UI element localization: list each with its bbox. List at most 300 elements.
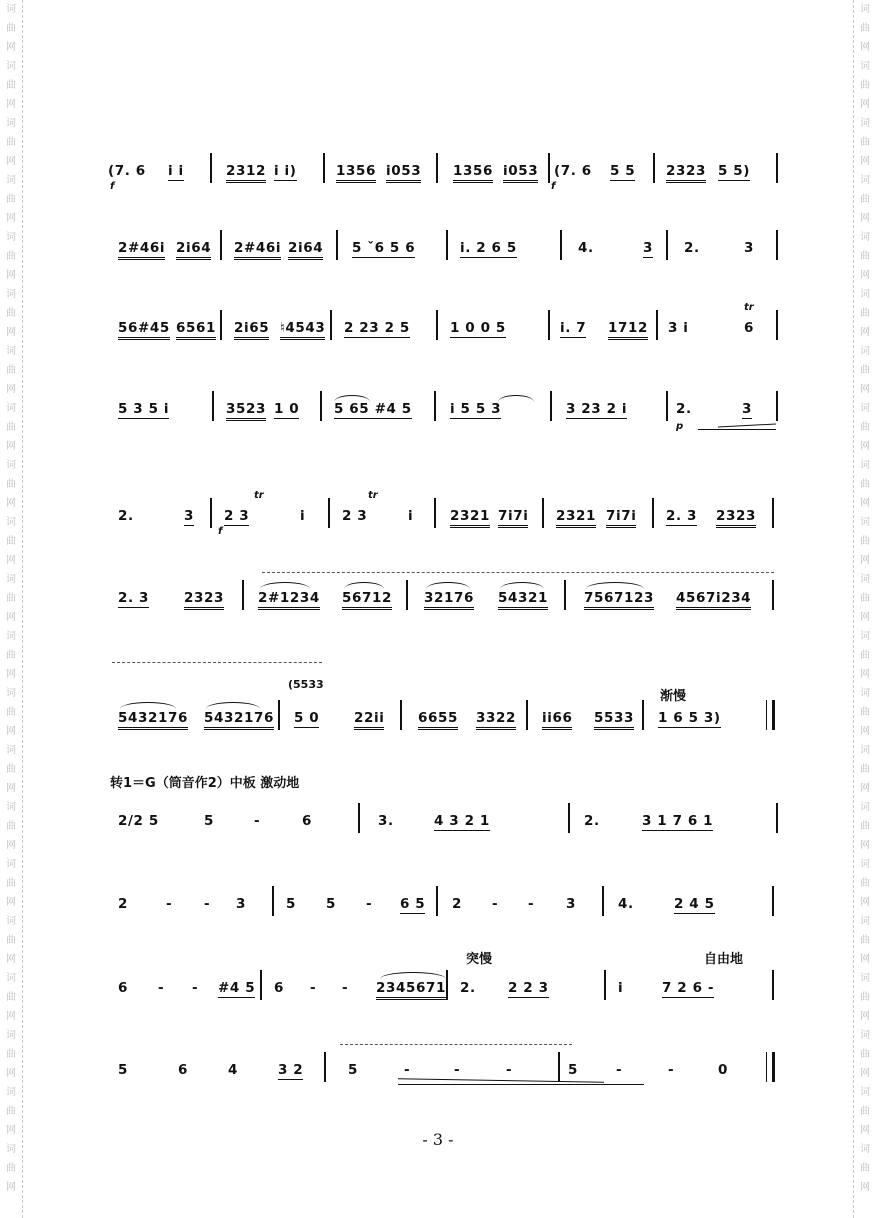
tempo-marking: 自由地: [704, 952, 744, 967]
note-group: 6: [178, 1062, 188, 1078]
bar-line: [642, 700, 644, 730]
bar-line: [242, 580, 244, 610]
watermark-char: 网: [6, 1125, 16, 1136]
note-group: 5 0: [294, 710, 320, 726]
slur: [206, 702, 260, 709]
note-group: 5 3 5 i: [118, 401, 170, 417]
watermark-char: 网: [860, 555, 870, 566]
watermark-char: 词: [860, 346, 870, 357]
bar-line: [666, 391, 668, 421]
bar-line: [436, 886, 438, 916]
note-group: 6: [744, 320, 754, 336]
note-group: 5: [118, 1062, 128, 1078]
bar-line: [772, 580, 774, 610]
note-group: 2.: [460, 980, 476, 996]
watermark-char: 词: [860, 61, 870, 72]
watermark-char: 词: [6, 802, 16, 813]
watermark-char: 词: [860, 802, 870, 813]
note-group: 3: [742, 401, 752, 417]
note-group: 4.: [578, 240, 594, 256]
watermark-char: 曲: [6, 764, 16, 775]
watermark-char: 曲: [860, 365, 870, 376]
watermark-char: 词: [6, 118, 16, 129]
watermark-char: 网: [6, 384, 16, 395]
note-group: i053: [386, 163, 421, 183]
note-group: 2 3: [342, 508, 368, 524]
bar-line: [776, 803, 778, 833]
watermark-char: 网: [6, 954, 16, 965]
diminuendo-hairpin: [398, 1084, 644, 1085]
note-group: 6 5: [400, 896, 426, 912]
watermark-char: 网: [6, 555, 16, 566]
slur: [260, 582, 310, 589]
watermark-char: 网: [6, 327, 16, 338]
watermark-char: 网: [860, 1182, 870, 1193]
tempo-marking: 突慢: [466, 952, 493, 967]
note-group: 2323: [184, 590, 224, 610]
watermark-char: 网: [860, 1068, 870, 1079]
bar-line: [604, 970, 606, 1000]
bar-line: [324, 1052, 326, 1082]
watermark-char: 曲: [6, 308, 16, 319]
note-group: ♮4543: [280, 320, 325, 340]
watermark-char: 词: [6, 4, 16, 15]
watermark-char: 曲: [6, 878, 16, 889]
watermark-char: 词: [6, 688, 16, 699]
watermark-char: 曲: [860, 935, 870, 946]
note-group: i053: [503, 163, 538, 183]
note-group: 6: [274, 980, 284, 996]
bar-line: [542, 498, 544, 528]
bar-line: [272, 886, 274, 916]
watermark-char: 网: [860, 441, 870, 452]
note-group: 22ii: [354, 710, 384, 730]
bar-line: [776, 391, 778, 421]
bar-line: [434, 498, 436, 528]
bar-line: [328, 498, 330, 528]
watermark-char: 曲: [860, 251, 870, 262]
note-group: 2. 3: [666, 508, 698, 524]
bar-line: [212, 391, 214, 421]
watermark-char: 词: [6, 973, 16, 984]
watermark-char: 网: [6, 441, 16, 452]
watermark-char: 曲: [860, 1049, 870, 1060]
note-group: 2: [452, 896, 462, 912]
watermark-char: 网: [860, 726, 870, 737]
note-group: 3: [744, 240, 754, 256]
note-group: 2321: [450, 508, 490, 528]
note-group: 5 5): [718, 163, 751, 179]
note-group: 5: [348, 1062, 358, 1078]
trill-mark: tr: [368, 490, 378, 501]
watermark-char: 曲: [6, 935, 16, 946]
note-group: 4567i234: [676, 590, 751, 610]
watermark-char: 曲: [6, 422, 16, 433]
watermark-char: 词: [860, 916, 870, 927]
watermark-char: 网: [860, 840, 870, 851]
bar-line: [330, 310, 332, 340]
watermark-char: 词: [6, 61, 16, 72]
note-group: 2i65: [234, 320, 269, 340]
note-group: 2.: [684, 240, 700, 256]
note-group: 5: [204, 813, 214, 829]
score-row-1: [108, 145, 780, 205]
watermark-char: 曲: [860, 1163, 870, 1174]
note-group: -: [158, 980, 165, 996]
watermark-char: 曲: [6, 821, 16, 832]
bar-line: [436, 153, 438, 183]
watermark-char: 网: [860, 156, 870, 167]
watermark-char: 曲: [860, 536, 870, 547]
dynamic-mark: f: [551, 181, 556, 192]
note-group: 5: [286, 896, 296, 912]
watermark-char: 词: [860, 118, 870, 129]
note-group: i i: [168, 163, 184, 179]
note-group: 3: [236, 896, 246, 912]
bar-line: [568, 803, 570, 833]
bar-line: [336, 230, 338, 260]
bar-line: [666, 230, 668, 260]
bar-line: [434, 391, 436, 421]
note-group: i. 7: [560, 320, 587, 336]
bar-line: [772, 498, 774, 528]
note-group: 5432176: [118, 710, 188, 730]
note-group: 56712: [342, 590, 392, 610]
note-group: 3.: [378, 813, 394, 829]
watermark-char: 曲: [860, 137, 870, 148]
note-group: -: [310, 980, 317, 996]
watermark-char: 曲: [860, 80, 870, 91]
score-row-3: [108, 302, 780, 362]
note-group: 3: [566, 896, 576, 912]
note-group: -: [454, 1062, 461, 1078]
watermark-char: 词: [6, 460, 16, 471]
watermark-char: 词: [860, 460, 870, 471]
bar-line: [526, 700, 528, 730]
watermark-char: 网: [860, 1011, 870, 1022]
slur: [498, 395, 534, 402]
note-group: -: [254, 813, 261, 829]
watermark-char: 网: [6, 270, 16, 281]
crescendo-hairpin: [698, 429, 776, 430]
dynamic-mark: f: [218, 526, 223, 537]
score-row-10: [108, 962, 780, 1022]
watermark-char: 曲: [860, 194, 870, 205]
watermark-char: 词: [6, 175, 16, 186]
watermark-char: 曲: [6, 593, 16, 604]
watermark-char: 词: [6, 517, 16, 528]
note-group: 6: [118, 980, 128, 996]
bar-line: [560, 230, 562, 260]
bar-line: [772, 970, 774, 1000]
note-group: (7. 6: [554, 163, 592, 179]
note-group: 2#46i: [118, 240, 165, 260]
note-group: 2i64: [176, 240, 211, 260]
watermark-char: 网: [860, 384, 870, 395]
note-group: 3: [184, 508, 194, 524]
note-group: 2321: [556, 508, 596, 528]
watermark-char: 网: [6, 498, 16, 509]
note-group: -: [342, 980, 349, 996]
watermark-char: 网: [6, 783, 16, 794]
note-group: 2. 3: [118, 590, 150, 606]
note-group: 3322: [476, 710, 516, 730]
watermark-char: 网: [860, 897, 870, 908]
watermark-char: 词: [6, 631, 16, 642]
watermark-char: 曲: [6, 251, 16, 262]
watermark-char: 网: [6, 612, 16, 623]
watermark-char: 网: [6, 669, 16, 680]
watermark-char: 曲: [6, 650, 16, 661]
note-group: 2#46i: [234, 240, 281, 260]
bar-line: [210, 153, 212, 183]
watermark-char: 网: [860, 669, 870, 680]
slur: [344, 582, 384, 589]
watermark-char: 词: [860, 1087, 870, 1098]
note-group: -: [192, 980, 199, 996]
note-group: i i): [274, 163, 297, 179]
watermark-char: 曲: [860, 878, 870, 889]
slur: [426, 582, 470, 589]
note-group: 5: [326, 896, 336, 912]
watermark-char: 词: [6, 232, 16, 243]
watermark-char: 曲: [6, 992, 16, 1003]
slur: [500, 582, 544, 589]
note-group: -: [668, 1062, 675, 1078]
note-group: 1356: [453, 163, 493, 183]
bar-line: [446, 970, 448, 1000]
bar-line: [548, 153, 550, 183]
watermark-char: 曲: [6, 194, 16, 205]
note-group: 7i7i: [498, 508, 528, 528]
watermark-char: 词: [6, 745, 16, 756]
watermark-char: 词: [860, 289, 870, 300]
note-group: 6655: [418, 710, 458, 730]
watermark-char: 词: [860, 232, 870, 243]
watermark-char: 词: [860, 631, 870, 642]
note-group: i 5 5 3: [450, 401, 502, 417]
watermark-char: 词: [860, 688, 870, 699]
score-row-2: [108, 222, 780, 282]
watermark-char: 词: [6, 289, 16, 300]
note-group: 1 0 0 5: [450, 320, 506, 336]
bar-line: [653, 153, 655, 183]
bar-line: [656, 310, 658, 340]
note-group: 1 6 5 3): [658, 710, 721, 726]
bar-line: [602, 886, 604, 916]
key-change-marking: 转1＝G（筒音作2）中板 激动地: [110, 776, 300, 791]
note-group: 2.: [584, 813, 600, 829]
note-group: 2 4 5: [674, 896, 715, 912]
note-group: (7. 6: [108, 163, 146, 179]
bar-line: [220, 310, 222, 340]
bar-line: [548, 310, 550, 340]
dynamic-mark: p: [676, 421, 684, 432]
bar-line: [400, 700, 402, 730]
note-group: 5432176: [204, 710, 274, 730]
watermark-char: 曲: [860, 23, 870, 34]
watermark-char: 网: [6, 1011, 16, 1022]
bar-line: [550, 391, 552, 421]
bar-line: [406, 580, 408, 610]
bar-line: [558, 1052, 560, 1082]
note-group: 0: [718, 1062, 728, 1078]
note-group: 2.: [118, 508, 134, 524]
note-group: 1356: [336, 163, 376, 183]
note-group: 56#45: [118, 320, 170, 340]
watermark-char: 词: [6, 859, 16, 870]
watermark-char: 网: [860, 783, 870, 794]
watermark-char: 网: [6, 840, 16, 851]
watermark-char: 词: [6, 403, 16, 414]
note-group: i: [618, 980, 624, 996]
note-group: 5533: [594, 710, 634, 730]
final-bar-thick: [772, 1052, 775, 1082]
note-group: 7i7i: [606, 508, 636, 528]
bar-line: [446, 230, 448, 260]
watermark-char: 曲: [860, 1106, 870, 1117]
note-group: i: [300, 508, 306, 524]
watermark-char: 网: [6, 156, 16, 167]
watermark-char: 曲: [6, 707, 16, 718]
note-group: 5: [568, 1062, 578, 1078]
watermark-char: 曲: [860, 308, 870, 319]
note-group: 5 5: [610, 163, 636, 179]
trill-mark: tr: [254, 490, 264, 501]
bar-line: [210, 498, 212, 528]
ottava-line: [112, 662, 322, 663]
note-group: 2 23 2 5: [344, 320, 410, 336]
watermark-char: 词: [860, 517, 870, 528]
watermark-char: 曲: [6, 479, 16, 490]
watermark-char: 词: [6, 1030, 16, 1041]
note-group: i: [408, 508, 414, 524]
note-group: 3 i: [668, 320, 689, 336]
score-row-4: [108, 383, 780, 443]
note-group: 2#1234: [258, 590, 320, 610]
watermark-char: 曲: [860, 650, 870, 661]
note-group: 2323: [666, 163, 706, 183]
note-group: 4.: [618, 896, 634, 912]
watermark-char: 曲: [860, 593, 870, 604]
note-group: 2/2 5: [118, 813, 159, 829]
watermark-char: 词: [860, 1144, 870, 1155]
watermark-char: 网: [6, 213, 16, 224]
note-group: 6: [302, 813, 312, 829]
double-bar-thick: [772, 700, 775, 730]
score-row-5: [108, 490, 780, 550]
bar-line: [564, 580, 566, 610]
watermark-char: 网: [860, 99, 870, 110]
note-group: 2i64: [288, 240, 323, 260]
note-group: -: [404, 1062, 411, 1078]
watermark-char: 曲: [860, 422, 870, 433]
watermark-char: 词: [6, 574, 16, 585]
watermark-char: 词: [860, 175, 870, 186]
note-group: -: [616, 1062, 623, 1078]
watermark-char: 网: [860, 1125, 870, 1136]
watermark-char: 词: [6, 1087, 16, 1098]
bar-line: [652, 498, 654, 528]
slur: [586, 582, 644, 589]
note-group: 4 3 2 1: [434, 813, 490, 829]
note-group: 5 ˇ6 5 6: [352, 240, 416, 256]
note-group: 7567123: [584, 590, 654, 610]
score-row-7: [108, 692, 780, 752]
note-group: 3 2: [278, 1062, 304, 1078]
watermark-char: 网: [6, 42, 16, 53]
grace-notes: (5533: [288, 678, 324, 691]
note-group: 2: [118, 896, 128, 912]
watermark-char: 网: [860, 612, 870, 623]
watermark-char: 网: [6, 1068, 16, 1079]
trill-mark: tr: [744, 302, 754, 313]
watermark-char: 曲: [6, 80, 16, 91]
watermark-char: 网: [860, 327, 870, 338]
note-group: #4 5: [218, 980, 256, 996]
watermark-char: 词: [860, 574, 870, 585]
slur: [120, 702, 176, 709]
bar-line: [278, 700, 280, 730]
crescendo-hairpin: [718, 423, 776, 427]
score-row-9: [108, 878, 780, 938]
final-bar-thin: [766, 1052, 767, 1082]
note-group: 32176: [424, 590, 474, 610]
watermark-char: 曲: [6, 137, 16, 148]
note-group: 2323: [716, 508, 756, 528]
slur: [380, 972, 446, 979]
watermark-char: 曲: [860, 479, 870, 490]
watermark-char: 曲: [6, 536, 16, 547]
watermark-char: 曲: [6, 23, 16, 34]
watermark-char: 网: [860, 213, 870, 224]
watermark-char: 曲: [6, 1106, 16, 1117]
bar-line: [776, 230, 778, 260]
watermark-char: 网: [860, 498, 870, 509]
watermark-char: 词: [6, 1144, 16, 1155]
watermark-char: 网: [6, 897, 16, 908]
note-group: -: [506, 1062, 513, 1078]
bar-line: [358, 803, 360, 833]
double-bar-thin: [766, 700, 767, 730]
watermark-char: 网: [6, 726, 16, 737]
watermark-char: 曲: [860, 992, 870, 1003]
watermark-char: 词: [860, 859, 870, 870]
bar-line: [436, 310, 438, 340]
watermark-char: 词: [860, 973, 870, 984]
note-group: 2 2 3: [508, 980, 549, 996]
watermark-char: 网: [860, 954, 870, 965]
note-group: ii66: [542, 710, 572, 730]
bar-line: [220, 230, 222, 260]
note-group: 3 1 7 6 1: [642, 813, 714, 829]
watermark-char: 词: [860, 4, 870, 15]
note-group: 2345671: [376, 980, 446, 1000]
note-group: -: [492, 896, 499, 912]
watermark-char: 网: [6, 99, 16, 110]
watermark-char: 曲: [860, 764, 870, 775]
bar-line: [323, 153, 325, 183]
note-group: 6561: [176, 320, 216, 340]
watermark-char: 网: [860, 42, 870, 53]
bar-line: [320, 391, 322, 421]
watermark-char: 曲: [6, 365, 16, 376]
note-group: 2 3: [224, 508, 250, 524]
note-group: 1712: [608, 320, 648, 340]
score-row-6: [108, 572, 780, 632]
note-group: 2.: [676, 401, 692, 417]
page-number: - 3 -: [422, 1130, 454, 1149]
